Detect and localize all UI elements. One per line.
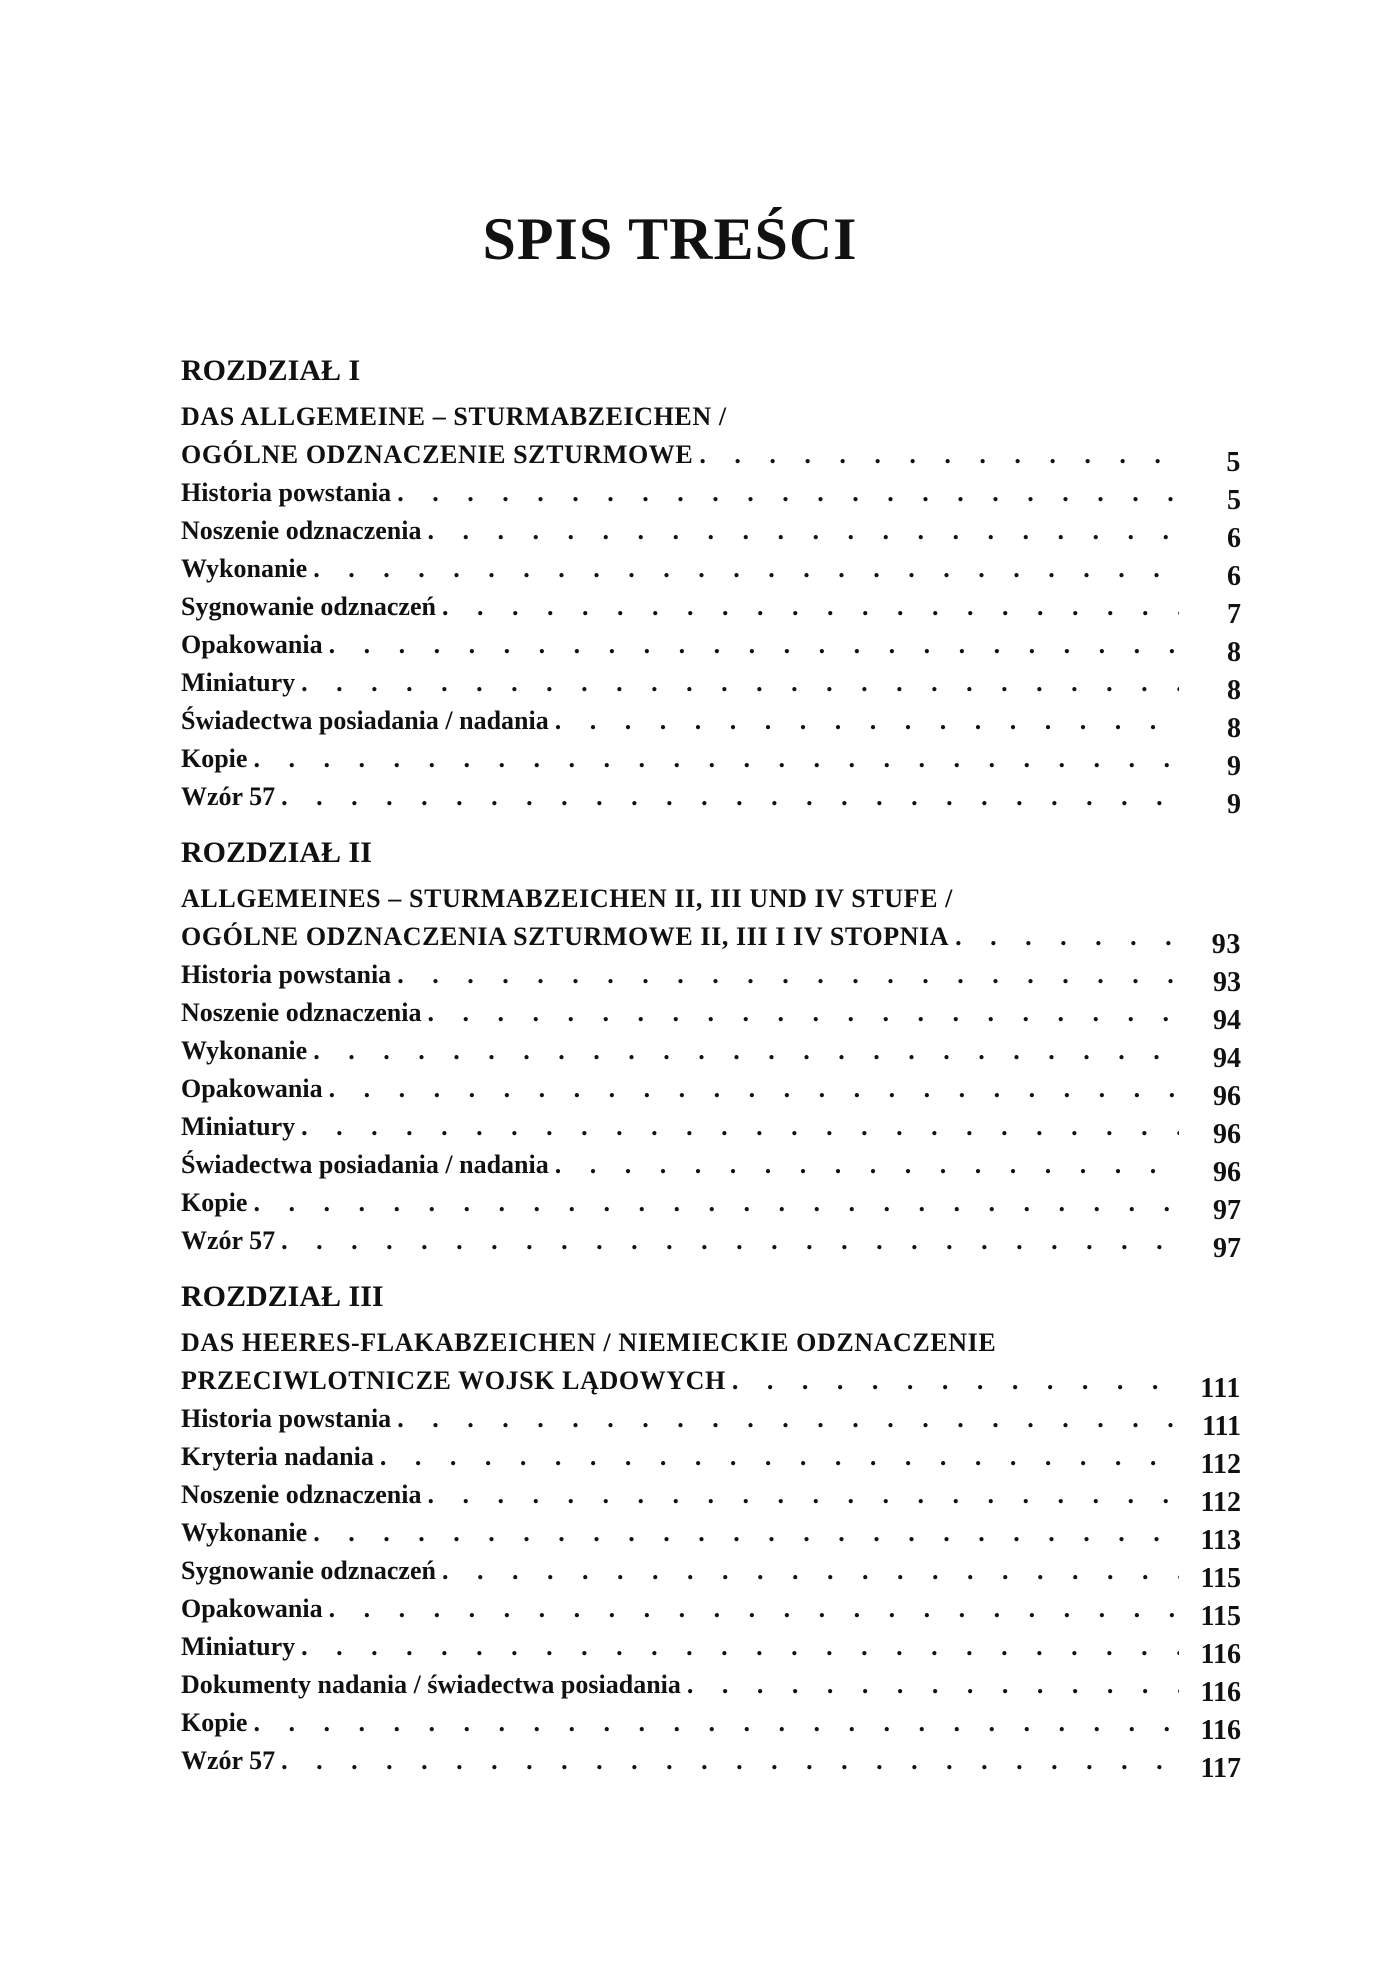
page-number: 8 [1227,713,1241,744]
toc-row[interactable] [181,952,1241,998]
toc-row[interactable] [181,698,1241,744]
chapter-1 [181,348,1241,820]
leader-dots [281,1746,1179,1776]
chapter-heading: ROZDZIAŁ I [181,354,361,387]
page-number: 97 [1213,1195,1241,1226]
page-number: 112 [1200,1487,1241,1518]
entry-label: Historia powstania [181,478,392,507]
leader-dots [555,706,1179,736]
leader-dots [253,1708,1179,1738]
leader-dots [253,744,1179,774]
entry-label: Wzór 57 [181,1226,276,1255]
page-number: 6 [1227,523,1241,554]
toc-row[interactable] [181,1434,1241,1480]
leader-dots [427,1480,1179,1510]
page-number: 117 [1200,1753,1241,1784]
toc-row[interactable] [181,1586,1241,1632]
page-number: 93 [1213,967,1241,998]
entry-label: Kopie [181,1708,248,1737]
page-number: 116 [1200,1639,1241,1670]
entry-label: Noszenie odznaczenia [181,998,422,1027]
toc-row[interactable] [181,622,1241,668]
toc-row[interactable] [181,1396,1241,1442]
page-number: 116 [1200,1715,1241,1746]
toc-row[interactable] [181,432,1241,478]
leader-dots [442,1556,1179,1586]
toc-row[interactable] [181,1662,1241,1708]
page-number: 8 [1227,637,1241,668]
toc-row[interactable] [181,736,1241,782]
entry-label: Miniatury [181,668,296,697]
toc-row[interactable] [181,1700,1241,1746]
page-number: 5 [1227,485,1241,516]
leader-dots [281,1226,1179,1256]
leader-dots [253,1188,1179,1218]
chapter-title-line-2: OGÓLNE ODZNACZENIE SZTURMOWE [181,440,694,469]
chapter-title-line [181,1320,1241,1358]
entry-label: Dokumenty nadania / świadectwa posiadania [181,1670,681,1699]
toc-row[interactable] [181,508,1241,554]
leader-dots [313,554,1179,584]
page-number: 93 [1211,929,1241,960]
toc-row[interactable] [181,1510,1241,1556]
entry-label: Kopie [181,744,248,773]
chapter-heading: ROZDZIAŁ III [181,1280,384,1313]
entry-label: Opakowania [181,630,323,659]
leader-dots [313,1036,1179,1066]
toc-row[interactable] [181,914,1241,960]
page-number: 94 [1213,1005,1241,1036]
page-number: 8 [1227,675,1241,706]
chapter-title-line [181,876,1241,914]
toc-row[interactable] [181,1142,1241,1188]
leader-dots [380,1442,1179,1472]
page-number: 96 [1213,1081,1241,1112]
leader-dots [313,1518,1179,1548]
page-number: 116 [1200,1677,1241,1708]
chapter-title-line-1: DAS HEERES-FLAKABZEICHEN / NIEMIECKIE ODZNACZENIE [181,1328,997,1357]
leader-dots [427,516,1179,546]
page-title: SPIS TREŚCI [482,206,858,272]
toc-row[interactable] [181,546,1241,592]
leader-dots [732,1366,1179,1396]
leader-dots [397,960,1179,990]
entry-label: Opakowania [181,1074,323,1103]
toc-row[interactable] [181,1180,1241,1226]
page-number: 113 [1200,1525,1241,1556]
leader-dots [301,668,1179,698]
chapter-title-line-2: PRZECIWLOTNICZE WOJSK LĄDOWYCH [181,1366,726,1395]
page-number: 111 [1202,1411,1241,1442]
toc-row[interactable] [181,1738,1241,1784]
page-number: 112 [1200,1449,1241,1480]
entry-label: Wykonanie [181,1036,308,1065]
entry-label: Noszenie odznaczenia [181,1480,422,1509]
page-number: 115 [1200,1601,1241,1632]
entry-label: Wzór 57 [181,782,276,811]
chapter-title-line-2: OGÓLNE ODZNACZENIA SZTURMOWE II, III I IV STOPNIA [181,922,950,951]
entry-label: Świadectwa posiadania / nadania [181,1150,549,1179]
chapter-title-line-1: DAS ALLGEMEINE – STURMABZEICHEN / [181,402,727,431]
leader-dots [397,1404,1179,1434]
toc-row[interactable] [181,660,1241,706]
leader-dots [329,1074,1179,1104]
leader-dots [955,922,1179,952]
entry-label: Sygnowanie odznaczeń [181,592,436,621]
leader-dots [555,1150,1179,1180]
leader-dots [329,1594,1179,1624]
page-number: 111 [1200,1373,1241,1404]
leader-dots [699,440,1179,470]
entry-label: Wykonanie [181,554,308,583]
leader-dots [301,1112,1179,1142]
leader-dots [281,782,1179,812]
toc-row[interactable] [181,990,1241,1036]
page-number: 115 [1200,1563,1241,1594]
entry-label: Sygnowanie odznaczeń [181,1556,436,1585]
leader-dots [329,630,1179,660]
entry-label: Opakowania [181,1594,323,1623]
toc-row[interactable] [181,584,1241,630]
leader-dots [687,1670,1179,1700]
toc-row[interactable] [181,1548,1241,1594]
chapter-2 [181,830,1241,1264]
entry-label: Historia powstania [181,960,392,989]
toc-row[interactable] [181,1624,1241,1670]
toc-row[interactable] [181,1218,1241,1264]
entry-label: Miniatury [181,1632,296,1661]
page-number: 5 [1226,447,1241,478]
chapter-heading: ROZDZIAŁ II [181,836,372,869]
page-number: 97 [1213,1233,1241,1264]
page-number: 9 [1227,751,1241,782]
page-number: 6 [1227,561,1241,592]
entry-label: Kopie [181,1188,248,1217]
chapter-3 [181,1274,1241,1784]
page-number: 9 [1227,789,1241,820]
toc-row[interactable] [181,1104,1241,1150]
chapter-title-line [181,394,1241,432]
page-number: 96 [1213,1157,1241,1188]
page-number: 94 [1213,1043,1241,1074]
toc-row[interactable] [181,470,1241,516]
chapter-title-line-1: ALLGEMEINES – STURMABZEICHEN II, III UND IV STUFE / [181,884,954,913]
toc-row[interactable] [181,1066,1241,1112]
page-number: 96 [1213,1119,1241,1150]
entry-label: Miniatury [181,1112,296,1141]
leader-dots [397,478,1179,508]
leader-dots [427,998,1179,1028]
entry-label: Noszenie odznaczenia [181,516,422,545]
toc-row[interactable] [181,1472,1241,1518]
leader-dots [442,592,1179,622]
toc-row[interactable] [181,1358,1241,1404]
toc-row[interactable] [181,774,1241,820]
entry-label: Świadectwa posiadania / nadania [181,706,549,735]
table-of-contents [181,348,1241,1794]
entry-label: Wykonanie [181,1518,308,1547]
leader-dots [301,1632,1179,1662]
entry-label: Kryteria nadania [181,1442,374,1471]
entry-label: Historia powstania [181,1404,392,1433]
toc-row[interactable] [181,1028,1241,1074]
entry-label: Wzór 57 [181,1746,276,1775]
page-number: 7 [1227,599,1241,630]
